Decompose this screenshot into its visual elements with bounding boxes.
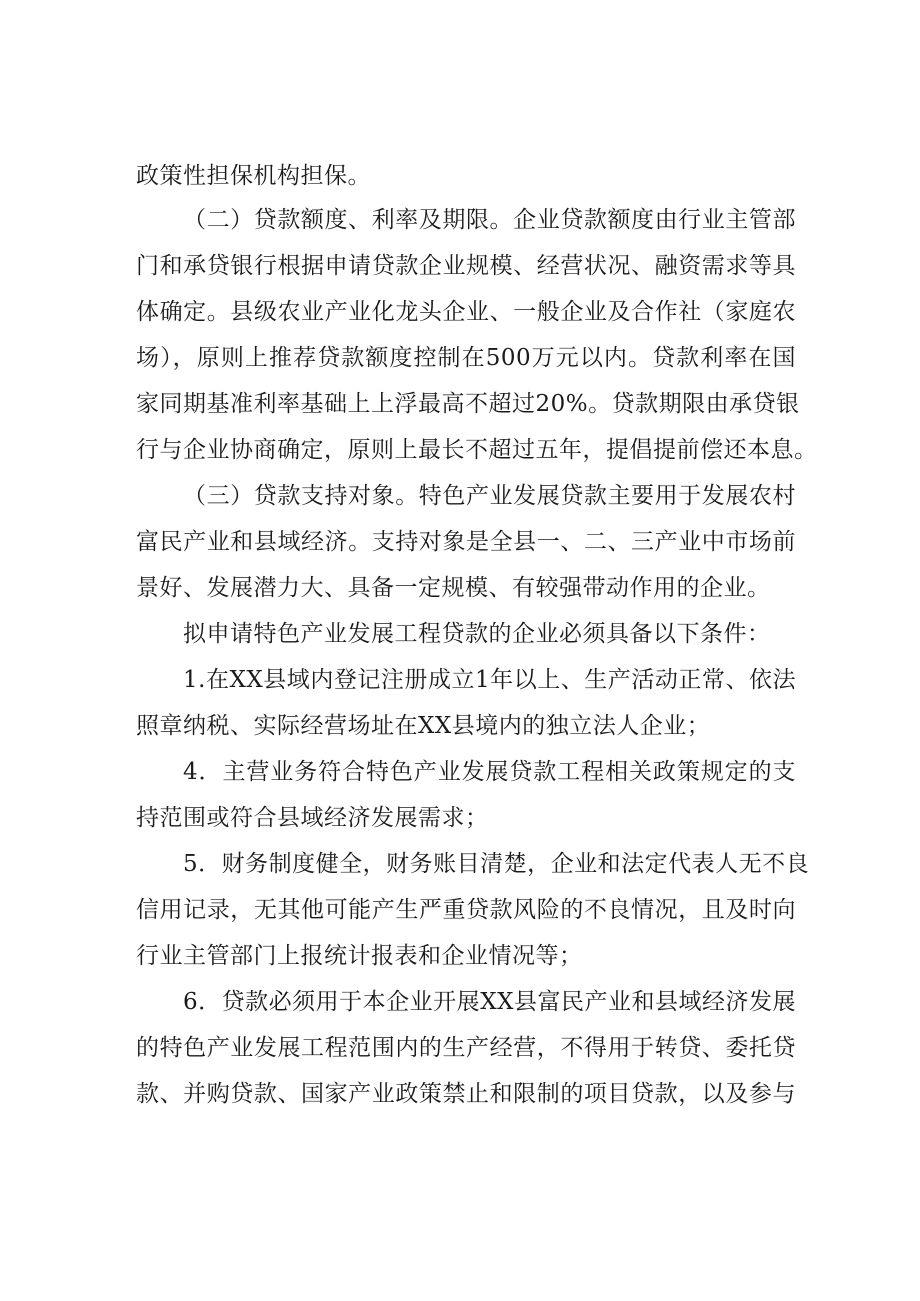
text-line: 家同期基准利率基础上上浮最高不超过20%。贷款期限由承贷银 [136, 391, 800, 417]
text-line: 款、并购贷款、国家产业政策禁止和限制的项目贷款，以及参与 [136, 1081, 796, 1107]
text-line: 持范围或符合县域经济发展需求； [136, 805, 489, 831]
text-line: 景好、发展潜力大、具备一定规模、有较强带动作用的企业。 [136, 575, 771, 601]
text-line: 照章纳税、实际经营场址在XX县境内的独立法人企业； [136, 713, 711, 739]
text-line: 5．财务制度健全，财务账目清楚，企业和法定代表人无不良 [183, 851, 810, 877]
text-line: 行与企业协商确定，原则上最长不超过五年，提倡提前偿还本息。 [136, 437, 818, 463]
text-line: （二）贷款额度、利率及期限。企业贷款额度由行业主管部 [183, 207, 796, 233]
text-line: 政策性担保机构担保。 [136, 163, 371, 189]
text-line: 场），原则上推荐贷款额度控制在500万元以内。贷款利率在国 [136, 345, 796, 371]
text-line: 4．主营业务符合特色产业发展贷款工程相关政策规定的支 [183, 759, 796, 785]
text-line: （三）贷款支持对象。特色产业发展贷款主要用于发展农村 [183, 483, 796, 509]
text-line: 行业主管部门上报统计报表和企业情况等； [136, 943, 583, 969]
text-line: 信用记录，无其他可能产生严重贷款风险的不良情况，且及时向 [136, 897, 796, 923]
text-line: 门和承贷银行根据申请贷款企业规模、经营状况、融资需求等具 [136, 253, 796, 279]
text-line: 6．贷款必须用于本企业开展XX县富民产业和县域经济发展 [183, 989, 796, 1015]
text-line: 拟申请特色产业发展工程贷款的企业必须具备以下条件： [183, 621, 771, 647]
text-line: 富民产业和县域经济。支持对象是全县一、二、三产业中市场前 [136, 529, 796, 555]
text-line: 体确定。县级农业产业化龙头企业、一般企业及合作社（家庭农 [136, 299, 796, 325]
text-line: 的特色产业发展工程范围内的生产经营，不得用于转贷、委托贷 [136, 1035, 796, 1061]
text-line: 1.在XX县域内登记注册成立1年以上、生产活动正常、依法 [183, 667, 796, 693]
